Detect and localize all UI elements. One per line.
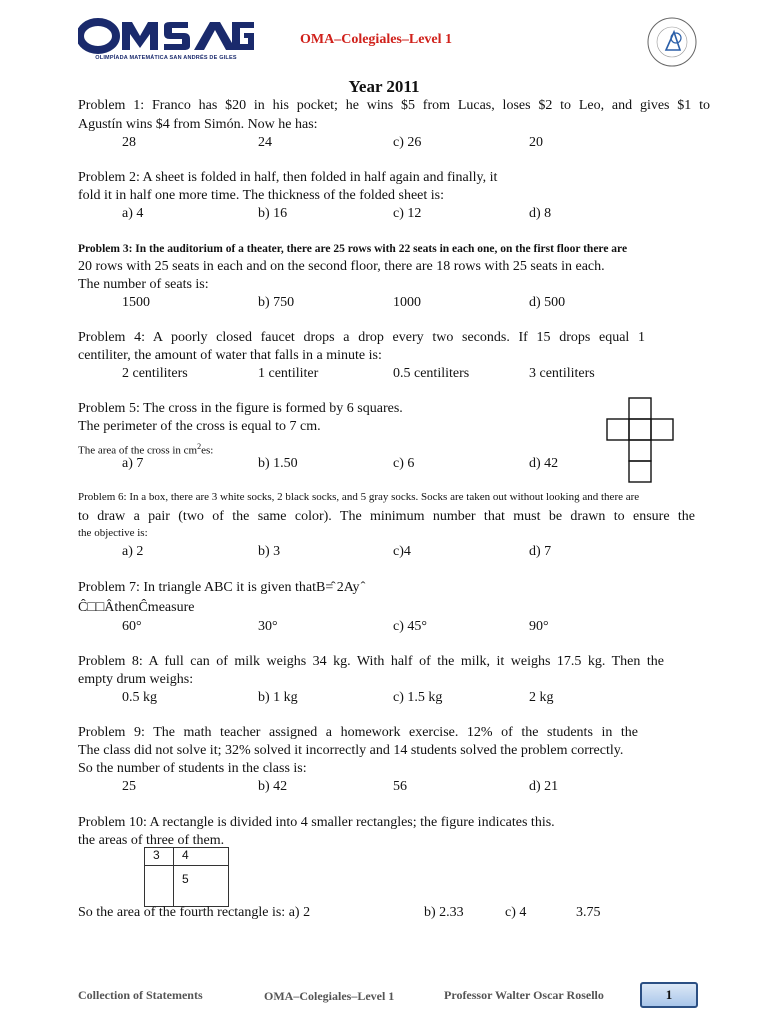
problem-3-option-c: 1000 <box>393 295 421 310</box>
problem-7-option-a: 60° <box>122 619 142 634</box>
problem-7-text: Problem 7: In triangle ABC it is given thatB=̂ 2Ay ̂ <box>78 580 364 595</box>
footer-collection-label: Collection of Statements <box>78 988 203 1002</box>
page-number-badge: 1 <box>640 982 698 1008</box>
problem-10-text-cont: the areas of three of them. <box>78 833 225 848</box>
problem-2-option-c: c) 12 <box>393 206 422 221</box>
cross-figure <box>606 397 676 488</box>
problem-9-question: So the number of students in the class is: <box>78 761 307 776</box>
problem-8-text-cont: empty drum weighs: <box>78 672 194 687</box>
problem-5-question-sup: 2 <box>197 442 202 451</box>
problem-1-text: Problem 1: Franco has $20 in his pocket; he wins $5 from Lucas, loses $2 to Leo, and gives $1 to <box>78 98 710 113</box>
problem-7-option-d: 90° <box>529 619 549 634</box>
problem-5-option-b: b) 1.50 <box>258 456 298 471</box>
problem-10-option-c: c) 4 <box>505 905 527 920</box>
problem-5-question <box>78 438 213 460</box>
problem-9-option-d: d) 21 <box>529 779 559 794</box>
grid-cell-bottom-left <box>145 866 174 907</box>
problem-5-option-a: a) 7 <box>122 456 144 471</box>
problem-9-option-b: b) 42 <box>258 779 288 794</box>
problem-2-text-cont: fold it in half one more time. The thickness of the folded sheet is: <box>78 188 444 203</box>
problem-2-option-d: d) 8 <box>529 206 552 221</box>
problem-1-option-a: 28 <box>122 135 136 150</box>
oma-seal-logo <box>646 16 698 68</box>
problem-10-question: So the area of the fourth rectangle is: a) 2 <box>78 905 311 920</box>
problem-2-option-a: a) 4 <box>122 206 144 221</box>
problem-2-option-b: b) 16 <box>258 206 288 221</box>
problem-9-option-c: 56 <box>393 779 407 794</box>
problem-8-option-b: b) 1 kg <box>258 690 298 705</box>
problem-7-option-b: 30° <box>258 619 278 634</box>
problem-1-option-c: c) 26 <box>393 135 422 150</box>
problem-10-option-d: 3.75 <box>576 905 601 920</box>
problem-7-text-cont: Ĉ□□ÂthenĈmeasure <box>78 600 195 615</box>
problem-4-option-d: 3 centiliters <box>529 366 595 381</box>
problem-9-option-a: 25 <box>122 779 136 794</box>
problem-1-option-d: 20 <box>529 135 543 150</box>
grid-cell-bottom-right: 5 <box>174 866 229 907</box>
problem-5-option-c: c) 6 <box>393 456 415 471</box>
problem-8-option-d: 2 kg <box>529 690 554 705</box>
problem-3-option-a: 1500 <box>122 295 150 310</box>
problem-3-option-d: d) 500 <box>529 295 566 310</box>
problem-7-option-c: c) 45° <box>393 619 427 634</box>
problem-6-option-c: c)4 <box>393 544 411 559</box>
problem-8-text: Problem 8: A full can of milk weighs 34 kg. With half of the milk, it weighs 17.5 kg. Then the <box>78 654 664 669</box>
problem-6-text: Problem 6: In a box, there are 3 white socks, 2 black socks, and 5 gray socks. Socks are taken out without looking and there are <box>78 491 640 503</box>
problem-6-option-a: a) 2 <box>122 544 144 559</box>
problem-4-option-c: 0.5 centiliters <box>393 366 470 381</box>
problem-6-option-b: b) 3 <box>258 544 281 559</box>
problem-2-text: Problem 2: A sheet is folded in half, then folded in half again and finally, it <box>78 170 498 185</box>
header-title: OMA–Colegiales–Level 1 <box>300 32 453 47</box>
problem-5-option-d: d) 42 <box>529 456 559 471</box>
problem-1-option-b: 24 <box>258 135 272 150</box>
problem-10-text: Problem 10: A rectangle is divided into 4 smaller rectangles; the figure indicates this. <box>78 815 555 830</box>
problem-1-text-cont: Agustín wins $4 from Simón. Now he has: <box>78 117 318 132</box>
problem-5-question-b: es: <box>201 444 214 457</box>
logo-subtitle: OLIMPÍADA MATEMÁTICA SAN ANDRÉS DE GILES <box>95 55 237 61</box>
problem-3-question: The number of seats is: <box>78 277 209 292</box>
problem-4-option-a: 2 centiliters <box>122 366 188 381</box>
problem-5-question-a: The area of the cross in cm <box>78 444 198 457</box>
page-title: Year 2011 <box>348 77 420 96</box>
problem-10-option-b: b) 2.33 <box>424 905 464 920</box>
grid-cell-top-left: 3 <box>145 848 174 866</box>
problem-4-text-cont: centiliter, the amount of water that falls in a minute is: <box>78 348 382 363</box>
footer-author: Professor Walter Oscar Rosello <box>444 988 604 1002</box>
problem-6-option-d: d) 7 <box>529 544 552 559</box>
problem-5-text-cont: The perimeter of the cross is equal to 7 cm. <box>78 419 321 434</box>
problem-9-text: Problem 9: The math teacher assigned a homework exercise. 12% of the students in the <box>78 725 638 740</box>
problem-6-text-cont: to draw a pair (two of the same color). The minimum number that must be drawn to ensure the <box>78 509 695 524</box>
problem-8-option-a: 0.5 kg <box>122 690 157 705</box>
problem-8-option-c: c) 1.5 kg <box>393 690 443 705</box>
problem-5-text: Problem 5: The cross in the figure is formed by 6 squares. <box>78 401 403 416</box>
problem-9-text-cont: The class did not solve it; 32% solved it incorrectly and 14 students solved the problem correctly. <box>78 743 624 758</box>
grid-cell-top-right: 4 <box>174 848 229 866</box>
problem-6-question: the objective is: <box>78 527 148 539</box>
rectangle-grid-figure <box>144 847 229 907</box>
problem-3-text-cont: 20 rows with 25 seats in each and on the second floor, there are 18 rows with 25 seats in each. <box>78 259 605 274</box>
problem-3-option-b: b) 750 <box>258 295 295 310</box>
footer-level-label: OMA–Colegiales–Level 1 <box>264 989 395 1003</box>
problem-4-option-b: 1 centiliter <box>258 366 319 381</box>
problem-4-text: Problem 4: A poorly closed faucet drops a drop every two seconds. If 15 drops equal 1 <box>78 330 645 345</box>
problem-3-text: Problem 3: In the auditorium of a theater, there are 25 rows with 22 seats in each one, on the first floor there are <box>78 243 628 255</box>
